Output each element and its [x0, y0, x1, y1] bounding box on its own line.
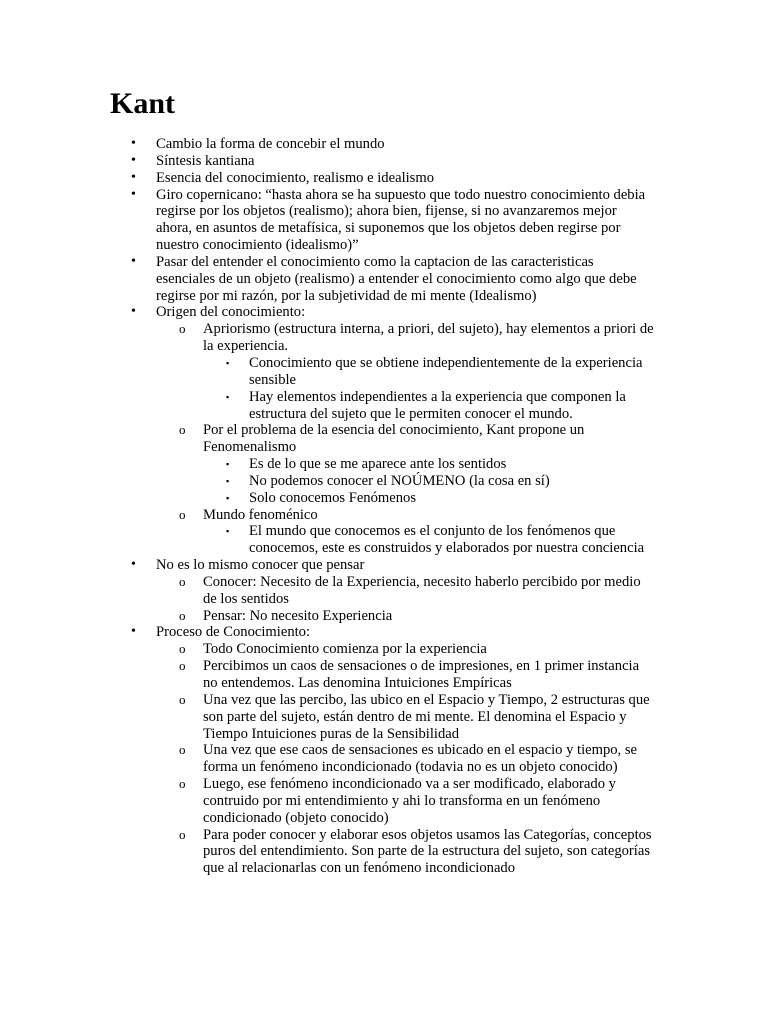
item-text: Solo conocemos Fenómenos	[249, 489, 417, 506]
sublist-item	[179, 776, 656, 827]
square-marker: ▪	[226, 391, 230, 402]
item-text: Una vez que ese caos de sensaciones es ubicado en el espacio y tiempo, se forma un fenómeno incondicionado (todavia no es un objeto conocido)	[203, 742, 638, 776]
circle-marker: o	[179, 742, 186, 758]
sublist-item	[179, 826, 656, 878]
item-text: Luego, ese fenómeno incondicionado va a ser modificado, elaborado y contruido por mi entendimiento y ahi lo transforma en un fenómeno condicionado (objeto conocido)	[203, 776, 616, 826]
sublist	[156, 574, 656, 625]
sublist-item	[179, 658, 656, 692]
nested-sublist	[203, 523, 656, 557]
nested-sublist-item	[226, 472, 656, 490]
bullet-marker: •	[131, 136, 136, 151]
item-text: Una vez que las percibo, las ubico en el Espacio y Tiempo, 2 estructuras que son parte del sujeto, están dentro de mi mente. El denomina el Espacio y Tiempo Intuiciones puras de la Sensibilidad	[203, 691, 650, 742]
outline-list	[131, 136, 656, 877]
item-text: Giro copernicano: “hasta ahora se ha supuesto que todo nuestro conocimiento debia regirse por los objetos (realismo); ahora bien, fijense, si no avanzaremos mejor ahora, en asuntos de metafísica, si suponemos que los objetos deben regirse por nuestro conocimiento (idealismo)”	[156, 186, 646, 254]
item-text: Origen del conocimiento:	[156, 304, 306, 321]
sublist-item	[179, 422, 656, 506]
circle-marker: o	[179, 573, 186, 589]
nested-sublist-item	[226, 523, 656, 557]
square-marker: ▪	[226, 526, 230, 537]
square-marker: ▪	[226, 459, 230, 470]
circle-marker: o	[179, 506, 186, 522]
sublist	[156, 641, 656, 877]
bullet-marker: •	[131, 304, 136, 320]
sublist-item	[179, 506, 656, 558]
item-text: Pensar: No necesito Experiencia	[203, 607, 393, 624]
item-text: Conocimiento que se obtiene independientemente de la experiencia sensible	[249, 354, 643, 388]
bullet-marker: •	[131, 557, 136, 573]
item-text: Proceso de Conocimiento:	[156, 624, 311, 641]
circle-marker: o	[179, 691, 186, 707]
nested-sublist-item	[226, 489, 656, 507]
item-text: Síntesis kantiana	[156, 152, 255, 169]
nested-sublist-item	[226, 456, 656, 473]
item-text: Apriorismo (estructura interna, a priori, del sujeto), hay elementos a priori de la experiencia.	[203, 321, 654, 355]
sublist-item	[179, 607, 656, 625]
bullet-marker: •	[131, 152, 136, 168]
circle-marker: o	[179, 422, 186, 438]
square-marker: ▪	[226, 475, 230, 486]
item-text: Es de lo que se me aparece ante los sentidos	[249, 456, 507, 473]
item-text: No podemos conocer el NOÚMENO (la cosa en sí)	[249, 472, 550, 489]
nested-sublist-item	[226, 354, 656, 389]
item-text: Pasar del entender el conocimiento como la captacion de las caracteristicas esenciales de un objeto (realismo) a entender el conocimiento como algo que debe regirse por mi razón, por la subjetividad de mi mente (Idealismo)	[156, 253, 637, 304]
list-item	[131, 624, 656, 877]
item-text: Cambio la forma de concebir el mundo	[156, 136, 385, 152]
list-item	[131, 169, 656, 187]
circle-marker: o	[179, 776, 186, 792]
circle-marker: o	[179, 607, 186, 623]
item-text: Percibimos un caos de sensaciones o de impresiones, en 1 primer instancia no entendemos. Las denomina Intuiciones Empíricas	[203, 658, 640, 691]
item-text: El mundo que conocemos es el conjunto de los fenómenos que conocemos, este es construidos y elaborados por nuestra conciencia	[249, 523, 645, 557]
item-text: Conocer: Necesito de la Experiencia, necesito haberlo percibido por medio de los sentidos	[203, 573, 641, 607]
circle-marker: o	[179, 641, 186, 657]
sublist-item	[179, 321, 656, 422]
item-text: Hay elementos independientes a la experiencia que componen la estructura del sujeto que le permiten conocer el mundo.	[249, 388, 626, 422]
list-item	[131, 557, 656, 624]
item-text: Por el problema de la esencia del conocimiento, Kant propone un Fenomenalismo	[203, 422, 585, 456]
item-text: Esencia del conocimiento, realismo e idealismo	[156, 169, 435, 186]
bullet-marker: •	[131, 253, 136, 269]
square-marker: ▪	[226, 492, 230, 503]
sublist-item	[179, 691, 656, 743]
sublist	[156, 321, 656, 557]
item-text: Todo Conocimiento comienza por la experiencia	[203, 641, 487, 658]
nested-sublist	[203, 355, 656, 422]
circle-marker: o	[179, 658, 186, 674]
circle-marker: o	[179, 826, 186, 842]
sublist-item	[179, 641, 656, 658]
sublist-item	[179, 742, 656, 776]
page-title: Kant	[110, 87, 176, 120]
list-item	[131, 304, 656, 557]
sublist-item	[179, 573, 656, 608]
nested-sublist	[203, 456, 656, 507]
list-item	[131, 152, 656, 170]
bullet-marker: •	[131, 186, 136, 202]
list-item	[131, 136, 656, 153]
square-marker: ▪	[226, 357, 230, 368]
nested-sublist-item	[226, 388, 656, 423]
item-text: Para poder conocer y elaborar esos objetos usamos las Categorías, conceptos puros del entendimiento. Son parte de la estructura del sujeto, son categorías que al relacionarlas con un fenómeno incondicionado	[203, 826, 652, 877]
bullet-marker: •	[131, 169, 136, 185]
bullet-marker: •	[131, 624, 136, 640]
list-item	[131, 253, 656, 305]
circle-marker: o	[179, 321, 186, 337]
list-item	[131, 186, 656, 254]
item-text: Mundo fenoménico	[203, 506, 318, 523]
item-text: No es lo mismo conocer que pensar	[156, 557, 365, 574]
